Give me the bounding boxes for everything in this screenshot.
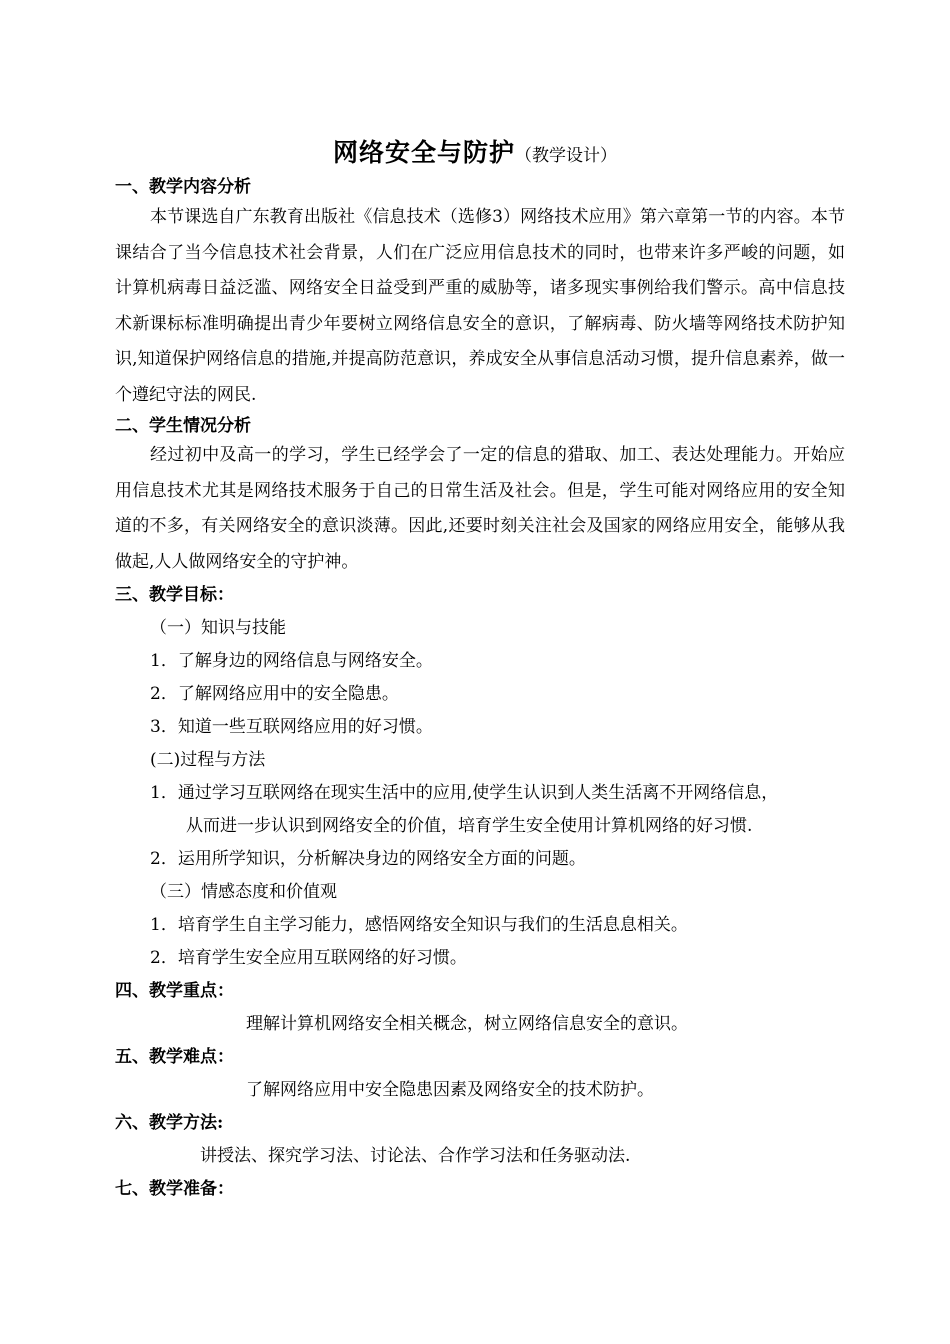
title-main: 网络安全与防护 — [332, 138, 515, 167]
list-item: 2．培育学生安全应用互联网络的好习惯。 — [150, 948, 467, 968]
section-1-heading: 一、教学内容分析 — [115, 177, 251, 197]
section-4-heading: 四、教学重点： — [115, 981, 234, 1001]
list-item: 3．知道一些互联网络应用的好习惯。 — [150, 717, 433, 737]
list-item: 1．培育学生自主学习能力，感悟网络安全知识与我们的生活息息相关。 — [150, 915, 688, 935]
list-item: 2．运用所学知识，分析解决身边的网络安全方面的问题。 — [150, 849, 586, 869]
objective-process-heading: (二)过程与方法 — [150, 750, 266, 770]
section-2-paragraph: 经过初中及高一的学习，学生已经学会了一定的信息的猎取、加工、表达处理能力。开始应用信息技术尤其是网络技术服务于自己的日常生活及社会。但是，学生可能对网络应用的安全知道的不多，有关网络安全的意识淡薄。因此,还要时刻关注社会及国家的网络应用安全，能够从我做起,人人做网络安全的守护神。 — [115, 445, 845, 572]
section-6-content: 讲授法、探究学习法、讨论法、合作学习法和任务驱动法. — [200, 1146, 631, 1166]
list-item: 1．了解身边的网络信息与网络安全。 — [150, 651, 433, 671]
list-item-continuation: 从而进一步认识到网络安全的价值，培育学生安全使用计算机网络的好习惯. — [186, 816, 753, 836]
list-item: 2．了解网络应用中的安全隐患。 — [150, 684, 399, 704]
section-6-heading: 六、教学方法: — [115, 1113, 224, 1133]
objective-attitude-heading: （三）情感态度和价值观 — [150, 882, 337, 902]
section-5-content: 了解网络应用中安全隐患因素及网络安全的技术防护。 — [246, 1080, 654, 1100]
list-item: 1．通过学习互联网络在现实生活中的应用,使学生认识到人类生活离不开网络信息， — [150, 783, 779, 803]
section-1-paragraph: 本节课选自广东教育出版社《信息技术（选修3）网络技术应用》第六章第一节的内容。本节课结合了当今信息技术社会背景，人们在广泛应用信息技术的同时，也带来许多严峻的问题，如计算机病毒日益泛滥、网络安全日益受到严重的威胁等，诸多现实事例给我们警示。高中信息技术新课标标准明确提出青少年要树立网络信息安全的意识，了解病毒、防火墙等网络技术防护知识,知道保护网络信息的措施,并提高防范意识，养成安全从事信息活动习惯，提升信息素养，做一个遵纪守法的网民. — [115, 207, 845, 405]
section-7-heading: 七、教学准备： — [115, 1179, 234, 1199]
section-5-heading: 五、教学难点： — [115, 1047, 234, 1067]
section-4-content: 理解计算机网络安全相关概念，树立网络信息安全的意识。 — [246, 1014, 688, 1034]
section-3-heading: 三、教学目标： — [115, 585, 234, 605]
objective-knowledge-heading: （一）知识与技能 — [150, 618, 286, 638]
section-2-heading: 二、学生情况分析 — [115, 416, 251, 436]
title-subtitle: （教学设计） — [515, 146, 617, 166]
document-title — [0, 133, 950, 169]
